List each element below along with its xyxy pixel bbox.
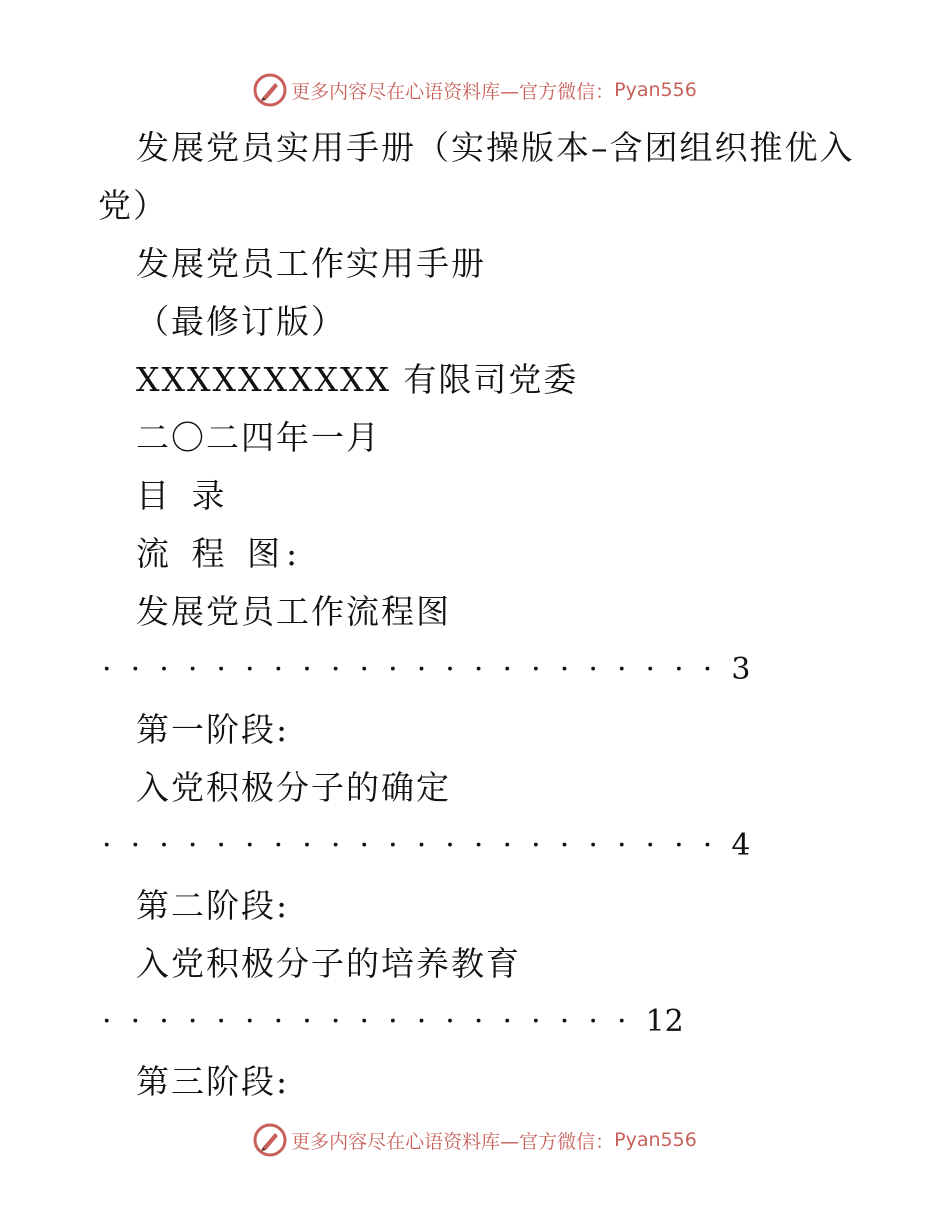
watermark-banner-top [0,70,950,110]
leader-dots: · · · · · · · · · · · · · · · · · · · [102,1004,646,1039]
organization: XXXXXXXXXX 有限司党委 [136,360,579,399]
toc-heading: 目 录 [136,476,231,515]
title-line-2: 党） [98,186,168,225]
flow-label: 流 程 图: [136,534,304,573]
date: 二〇二四年一月 [136,418,381,457]
watermark-wechat: Pyan556 [614,79,697,101]
watermark-banner-bottom [0,1120,950,1160]
toc-leader-stage2 [102,1002,684,1042]
watermark-text: 更多内容尽在心语资料库—官方微信： [291,80,615,103]
subtitle: 发展党员工作实用手册 [136,244,486,283]
stage2-label: 第二阶段: [136,886,290,925]
pen-logo-icon [253,1123,287,1157]
watermark-text: 更多内容尽在心语资料库—官方微信： [291,1130,615,1153]
stage3-label: 第三阶段: [136,1062,290,1101]
pen-logo-icon [253,73,287,107]
leader-dots: · · · · · · · · · · · · · · · · · · · · · · [102,652,732,687]
toc-item-stage2: 入党积极分子的培养教育 [136,944,521,983]
leader-dots: · · · · · · · · · · · · · · · · · · · · · · [102,828,732,863]
toc-item-flow: 发展党员工作流程图 [136,592,451,631]
edition: （最修订版） [136,302,346,341]
toc-leader-stage1 [102,826,750,866]
page-number: 3 [731,652,751,687]
page-number: 4 [731,828,751,863]
page-number: 12 [645,1004,684,1039]
title-line-1: 发展党员实用手册（实操版本–含团组织推优入 [136,128,855,167]
stage1-label: 第一阶段: [136,710,290,749]
toc-item-stage1: 入党积极分子的确定 [136,768,451,807]
toc-leader-flow [102,650,750,690]
watermark-wechat: Pyan556 [614,1129,697,1151]
